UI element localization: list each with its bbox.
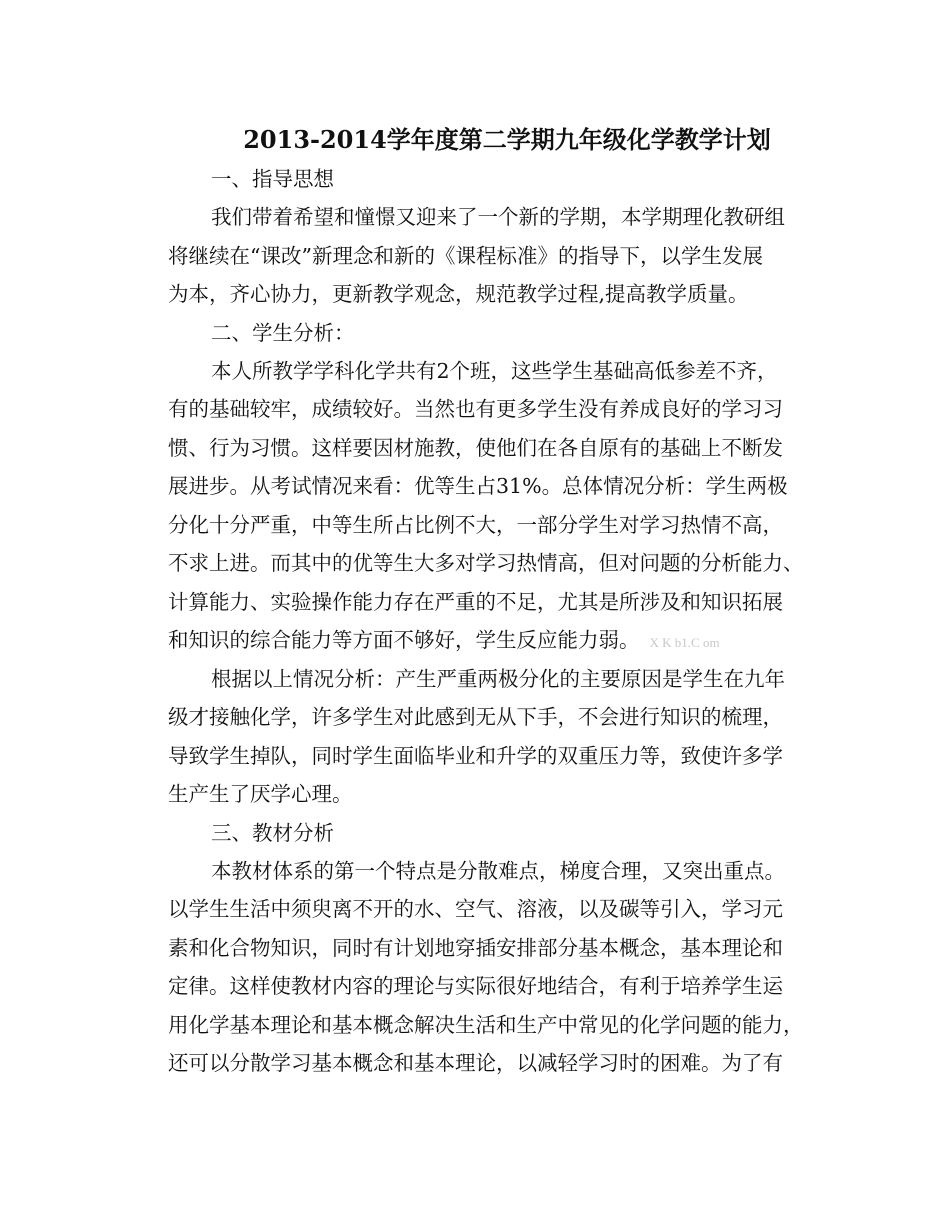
paragraph-line: 素和化合物知识，同时有计划地穿插安排部分基本概念，基本理论和 bbox=[168, 935, 783, 960]
section-heading: 三、教材分析 bbox=[211, 820, 334, 845]
paragraph-line: 为本，齐心协力，更新教学观念，规范教学过程,提高教学质量。 bbox=[168, 282, 749, 306]
paragraph-line: 有的基础较牢，成绩较好。当然也有更多学生没有养成良好的学习习 bbox=[168, 397, 783, 421]
paragraph-line: 本教材体系的第一个特点是分散难点，梯度合理，又突出重点。 bbox=[211, 858, 785, 883]
paragraph bbox=[168, 852, 836, 1083]
document-body bbox=[168, 120, 836, 1083]
paragraph-line: 本人所教学学科化学共有2个班，这些学生基础高低参差不齐， bbox=[211, 358, 778, 383]
paragraph-line: 不求上进。而其中的优等生大多对学习热情高，但对问题的分析能力、 bbox=[168, 551, 804, 575]
paragraph bbox=[168, 198, 836, 314]
paragraph-line: 导致学生掉队，同时学生面临毕业和升学的双重压力等，致使许多学 bbox=[168, 743, 783, 768]
section-guiding-ideology bbox=[168, 160, 836, 314]
paragraph bbox=[168, 660, 836, 814]
paragraph-line: 定律。这样使教材内容的理论与实际很好地结合，有利于培养学生运 bbox=[168, 974, 783, 998]
section-student-analysis bbox=[168, 314, 836, 814]
paragraph-line: 展进步。从考试情况来看：优等生占31%。总体情况分析：学生两极 bbox=[168, 474, 788, 498]
paragraph-line-with-watermark bbox=[168, 621, 836, 660]
paragraph bbox=[168, 352, 836, 660]
paragraph-line: 根据以上情况分析：产生严重两极分化的主要原因是学生在九年 bbox=[211, 666, 785, 691]
paragraph-line: 惯、行为习惯。这样要因材施教，使他们在各自原有的基础上不断发 bbox=[168, 435, 783, 460]
paragraph-line: 级才接触化学，许多学生对此感到无从下手，不会进行知识的梳理， bbox=[168, 705, 783, 729]
paragraph-line: 用化学基本理论和基本概念解决生活和生产中常见的化学问题的能力， bbox=[168, 1012, 804, 1037]
document-title: 2013-2014学年度第二学期九年级化学教学计划 bbox=[243, 125, 771, 154]
section-heading: 一、指导思想 bbox=[211, 167, 334, 191]
paragraph-line: 将继续在“课改”新理念和新的《课程标准》的指导下，以学生发展 bbox=[168, 243, 763, 268]
section-textbook-analysis bbox=[168, 814, 836, 1083]
paragraph-line-text: 和知识的综合能力等方面不够好，学生反应能力弱。 bbox=[168, 628, 640, 652]
paragraph-line: 计算能力、实验操作能力存在严重的不足，尤其是所涉及和知识拓展 bbox=[168, 589, 783, 614]
paragraph-line: 以学生生活中须臾离不开的水、空气、溶液，以及碳等引入，学习元 bbox=[168, 897, 783, 921]
watermark-text: X K b1.C om bbox=[649, 635, 720, 650]
paragraph-line: 分化十分严重，中等生所占比例不大，一部分学生对学习热情不高， bbox=[168, 512, 783, 537]
paragraph-line: 还可以分散学习基本概念和基本理论，以减轻学习时的困难。为了有 bbox=[168, 1051, 783, 1075]
paragraph-line: 我们带着希望和憧憬又迎来了一个新的学期，本学期理化教研组 bbox=[211, 205, 785, 229]
paragraph-line: 生产生了厌学心理。 bbox=[168, 782, 353, 806]
section-heading: 二、学生分析： bbox=[211, 320, 355, 345]
